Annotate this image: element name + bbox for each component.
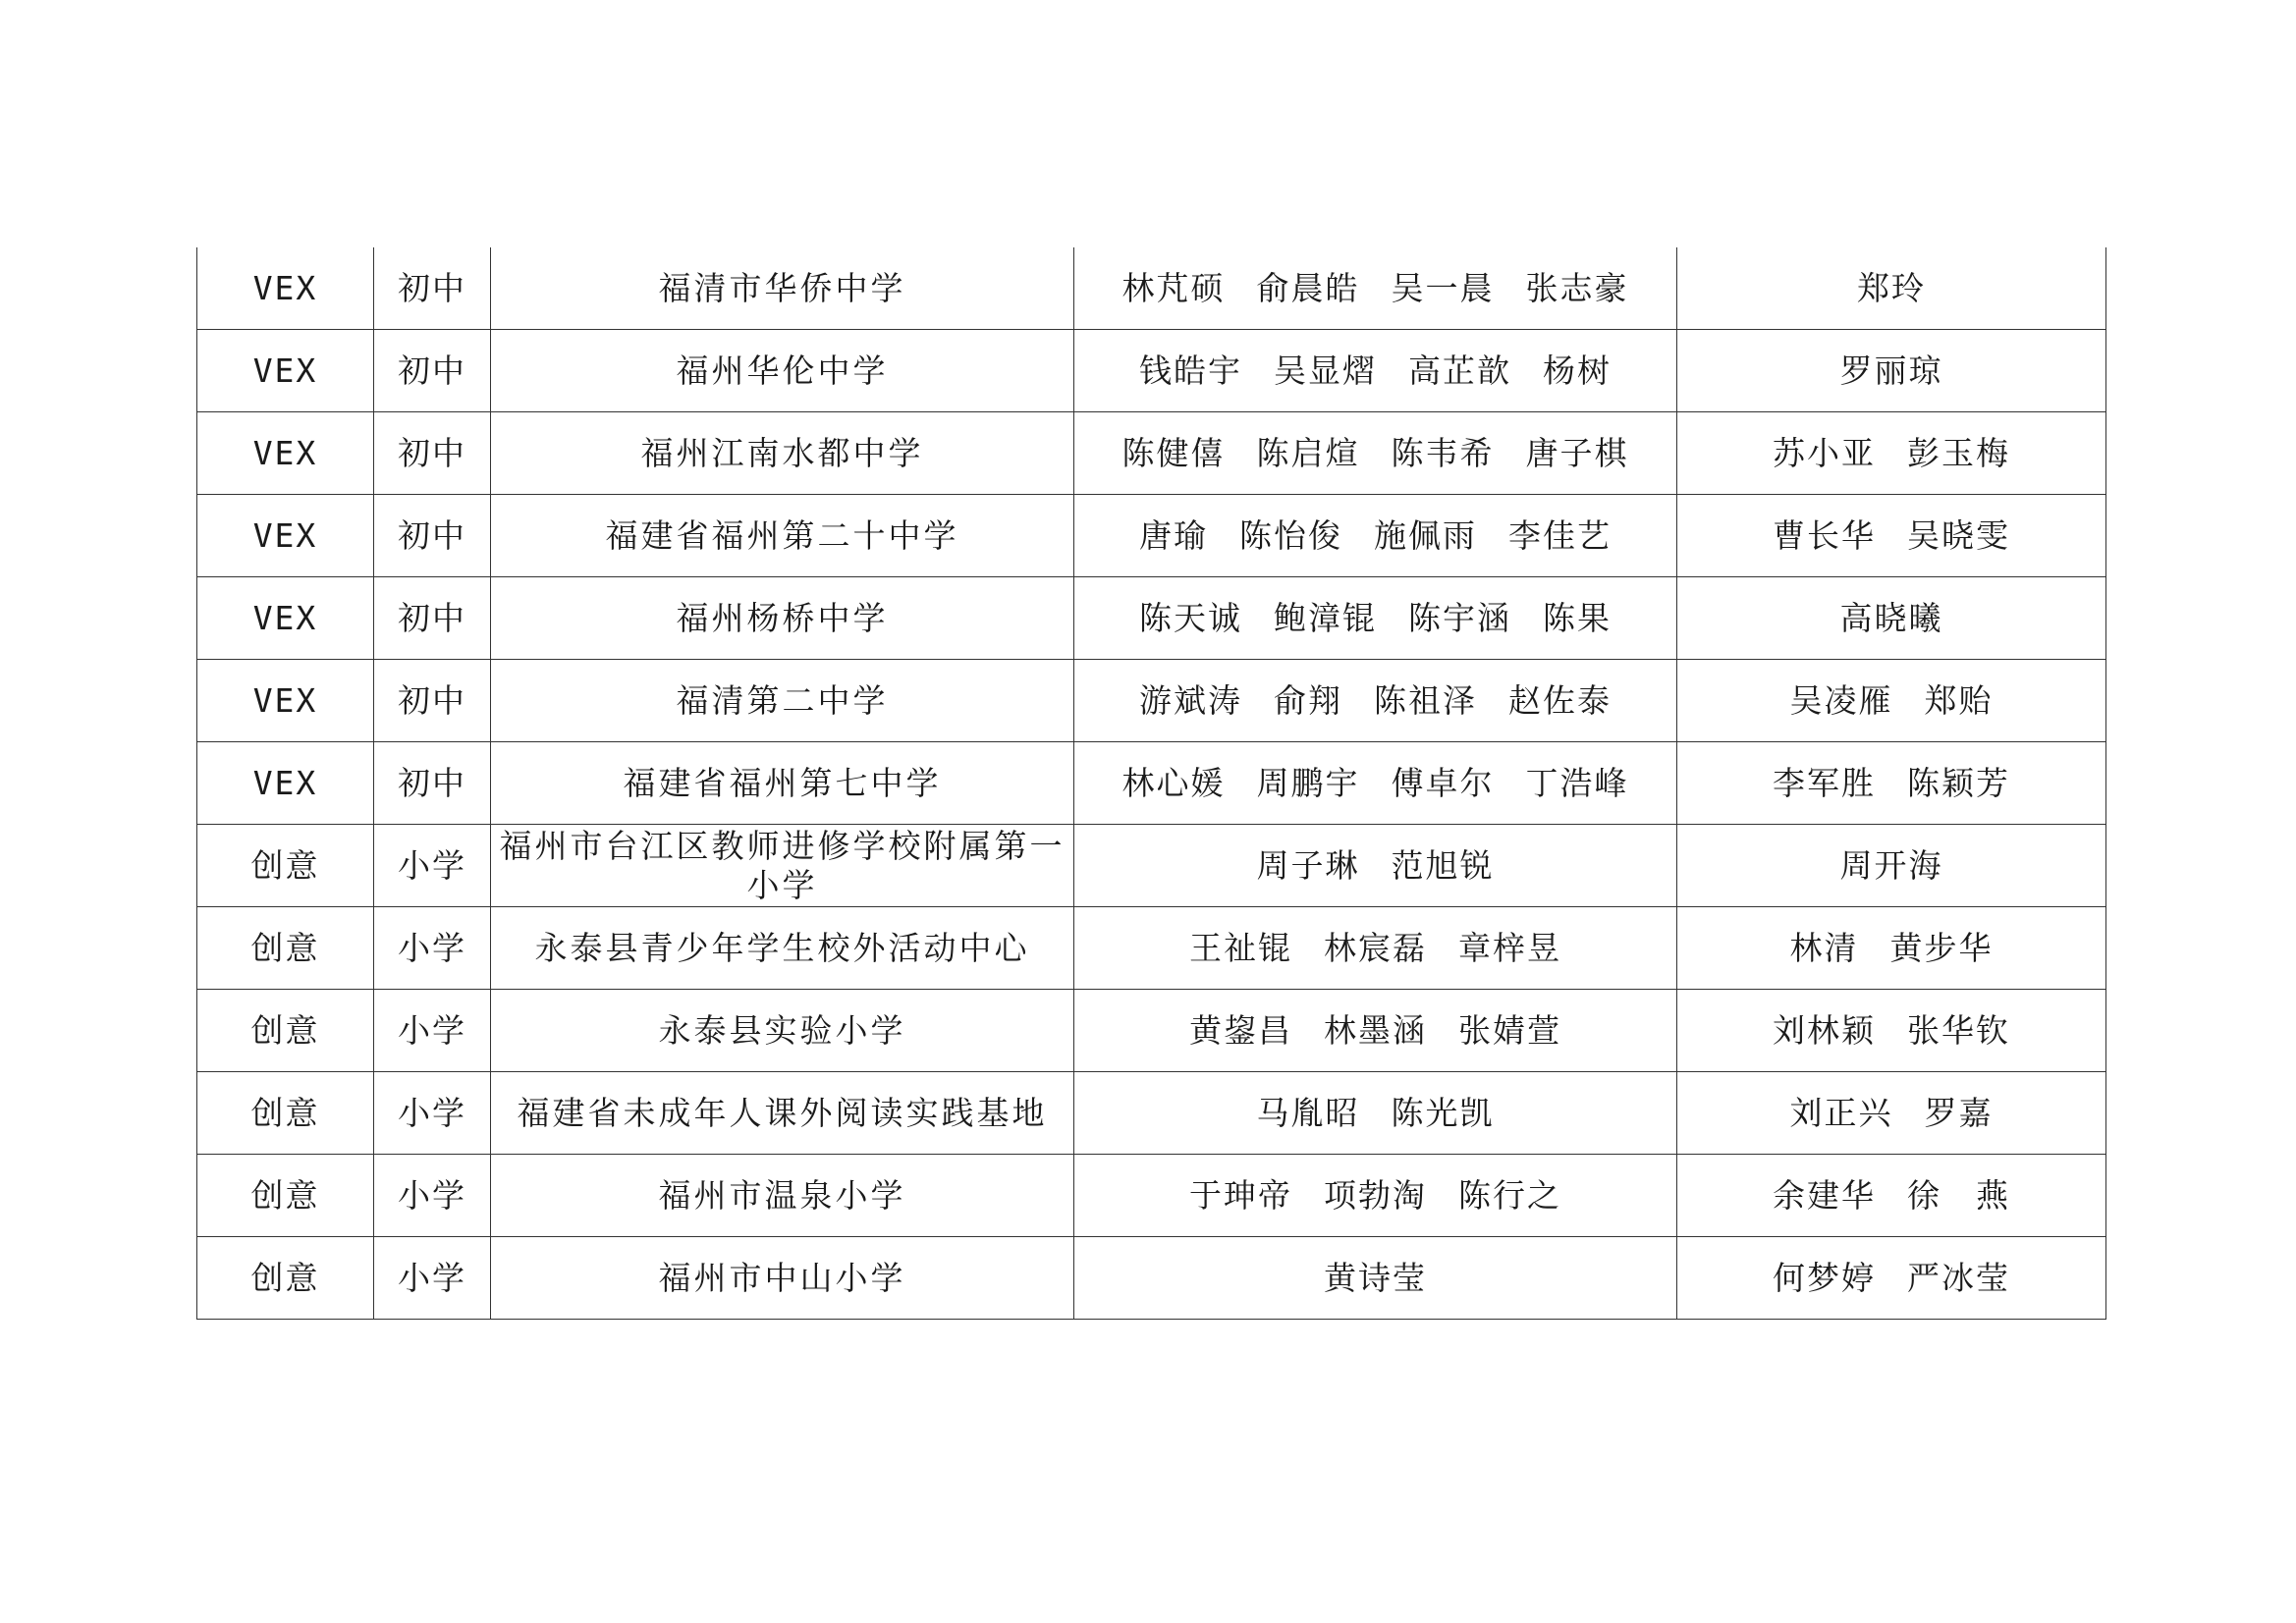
coach-name: 郑玲 bbox=[1857, 268, 1926, 307]
category-cell: 创意 bbox=[197, 825, 374, 907]
student-name: 林心媛 bbox=[1121, 763, 1226, 802]
school-cell: 福州江南水都中学 bbox=[491, 412, 1074, 495]
student-name: 俞晨皓 bbox=[1256, 268, 1360, 307]
school-cell: 福清市华侨中学 bbox=[491, 247, 1074, 330]
level-cell: 小学 bbox=[374, 1072, 491, 1155]
student-name: 黄诗莹 bbox=[1324, 1258, 1427, 1297]
coaches-cell bbox=[1677, 1155, 2106, 1237]
coaches-cell bbox=[1677, 660, 2106, 742]
table-row bbox=[197, 1072, 2106, 1155]
student-name: 林墨涵 bbox=[1324, 1010, 1427, 1050]
students-cell bbox=[1074, 1155, 1677, 1237]
coach-name: 林清 bbox=[1789, 928, 1859, 967]
student-name: 王祉锟 bbox=[1189, 928, 1292, 967]
table-row bbox=[197, 990, 2106, 1072]
roster-body bbox=[197, 247, 2106, 1320]
school-cell: 福州市中山小学 bbox=[491, 1237, 1074, 1320]
school-cell: 永泰县青少年学生校外活动中心 bbox=[491, 907, 1074, 990]
student-name: 马胤昭 bbox=[1256, 1093, 1360, 1132]
student-name: 吴显熠 bbox=[1274, 351, 1377, 390]
coaches-cell bbox=[1677, 825, 2106, 907]
students-cell bbox=[1074, 990, 1677, 1072]
coach-name: 何梦婷 bbox=[1773, 1258, 1876, 1297]
category-cell: VEX bbox=[197, 742, 374, 825]
student-name: 陈行之 bbox=[1458, 1175, 1561, 1215]
coaches-cell bbox=[1677, 495, 2106, 577]
students-cell bbox=[1074, 660, 1677, 742]
coach-name: 罗丽琼 bbox=[1839, 351, 1943, 390]
coach-name: 刘正兴 bbox=[1789, 1093, 1893, 1132]
coach-name: 周开海 bbox=[1839, 845, 1943, 885]
students-cell bbox=[1074, 742, 1677, 825]
level-cell: 初中 bbox=[374, 660, 491, 742]
coaches-cell bbox=[1677, 247, 2106, 330]
school-cell: 福建省福州第二十中学 bbox=[491, 495, 1074, 577]
table-row bbox=[197, 577, 2106, 660]
student-name: 陈宇涵 bbox=[1408, 598, 1511, 637]
category-cell: 创意 bbox=[197, 1072, 374, 1155]
coach-name: 徐 燕 bbox=[1907, 1175, 2010, 1215]
coach-name: 张华钦 bbox=[1907, 1010, 2010, 1050]
student-name: 陈怡俊 bbox=[1239, 515, 1342, 555]
level-cell: 初中 bbox=[374, 742, 491, 825]
student-name: 丁浩峰 bbox=[1525, 763, 1629, 802]
students-cell bbox=[1074, 577, 1677, 660]
coach-name: 李军胜 bbox=[1773, 763, 1876, 802]
school-cell: 永泰县实验小学 bbox=[491, 990, 1074, 1072]
students-cell bbox=[1074, 825, 1677, 907]
table-row bbox=[197, 247, 2106, 330]
student-name: 周子琳 bbox=[1256, 845, 1360, 885]
student-name: 俞翔 bbox=[1274, 680, 1342, 720]
coach-name: 陈颖芳 bbox=[1907, 763, 2010, 802]
coach-name: 吴凌雁 bbox=[1789, 680, 1893, 720]
level-cell: 初中 bbox=[374, 247, 491, 330]
level-cell: 小学 bbox=[374, 1155, 491, 1237]
coach-name: 余建华 bbox=[1773, 1175, 1876, 1215]
student-name: 唐子棋 bbox=[1525, 433, 1629, 472]
coach-name: 彭玉梅 bbox=[1907, 433, 2010, 472]
category-cell: 创意 bbox=[197, 1237, 374, 1320]
student-name: 章梓昱 bbox=[1458, 928, 1561, 967]
student-name: 陈祖泽 bbox=[1374, 680, 1477, 720]
level-cell: 初中 bbox=[374, 330, 491, 412]
level-cell: 小学 bbox=[374, 825, 491, 907]
award-roster-table bbox=[196, 247, 2106, 1320]
category-cell: 创意 bbox=[197, 907, 374, 990]
students-cell bbox=[1074, 247, 1677, 330]
level-cell: 小学 bbox=[374, 907, 491, 990]
student-name: 林宸磊 bbox=[1324, 928, 1427, 967]
coaches-cell bbox=[1677, 1237, 2106, 1320]
table-row bbox=[197, 907, 2106, 990]
category-cell: VEX bbox=[197, 412, 374, 495]
students-cell bbox=[1074, 1072, 1677, 1155]
student-name: 鲍漳锟 bbox=[1274, 598, 1377, 637]
student-name: 陈健僖 bbox=[1121, 433, 1226, 472]
coaches-cell bbox=[1677, 330, 2106, 412]
coach-name: 黄步华 bbox=[1889, 928, 1994, 967]
coach-name: 刘林颖 bbox=[1773, 1010, 1876, 1050]
student-name: 赵佐泰 bbox=[1508, 680, 1612, 720]
coaches-cell bbox=[1677, 577, 2106, 660]
student-name: 高芷歆 bbox=[1408, 351, 1511, 390]
student-name: 林芃硕 bbox=[1121, 268, 1226, 307]
student-name: 陈韦希 bbox=[1391, 433, 1495, 472]
student-name: 施佩雨 bbox=[1374, 515, 1477, 555]
category-cell: VEX bbox=[197, 247, 374, 330]
table-row bbox=[197, 412, 2106, 495]
level-cell: 初中 bbox=[374, 495, 491, 577]
student-name: 项勃淘 bbox=[1324, 1175, 1427, 1215]
student-name: 傅卓尔 bbox=[1391, 763, 1495, 802]
student-name: 张志豪 bbox=[1525, 268, 1629, 307]
coaches-cell bbox=[1677, 1072, 2106, 1155]
category-cell: VEX bbox=[197, 577, 374, 660]
category-cell: VEX bbox=[197, 495, 374, 577]
student-name: 黄鋆昌 bbox=[1189, 1010, 1292, 1050]
students-cell bbox=[1074, 1237, 1677, 1320]
category-cell: 创意 bbox=[197, 990, 374, 1072]
student-name: 于珅帝 bbox=[1189, 1175, 1292, 1215]
student-name: 杨树 bbox=[1543, 351, 1612, 390]
table-row bbox=[197, 330, 2106, 412]
coaches-cell bbox=[1677, 907, 2106, 990]
student-name: 范旭锐 bbox=[1391, 845, 1495, 885]
level-cell: 初中 bbox=[374, 412, 491, 495]
student-name: 陈果 bbox=[1543, 598, 1612, 637]
school-cell: 福州市温泉小学 bbox=[491, 1155, 1074, 1237]
student-name: 李佳艺 bbox=[1508, 515, 1612, 555]
school-cell: 福建省未成年人课外阅读实践基地 bbox=[491, 1072, 1074, 1155]
coaches-cell bbox=[1677, 990, 2106, 1072]
student-name: 陈启煊 bbox=[1256, 433, 1360, 472]
level-cell: 初中 bbox=[374, 577, 491, 660]
coaches-cell bbox=[1677, 742, 2106, 825]
table-row bbox=[197, 1237, 2106, 1320]
school-cell: 福州市台江区教师进修学校附属第一小学 bbox=[491, 825, 1074, 907]
coach-name: 苏小亚 bbox=[1773, 433, 1876, 472]
student-name: 唐瑜 bbox=[1139, 515, 1208, 555]
students-cell bbox=[1074, 907, 1677, 990]
coach-name: 罗嘉 bbox=[1924, 1093, 1994, 1132]
student-name: 张婧萱 bbox=[1458, 1010, 1561, 1050]
table-row bbox=[197, 660, 2106, 742]
table-row bbox=[197, 495, 2106, 577]
student-name: 陈光凯 bbox=[1391, 1093, 1495, 1132]
coach-name: 严冰莹 bbox=[1907, 1258, 2010, 1297]
category-cell: 创意 bbox=[197, 1155, 374, 1237]
student-name: 吴一晨 bbox=[1391, 268, 1495, 307]
students-cell bbox=[1074, 412, 1677, 495]
student-name: 游斌涛 bbox=[1139, 680, 1242, 720]
school-cell: 福州杨桥中学 bbox=[491, 577, 1074, 660]
level-cell: 小学 bbox=[374, 990, 491, 1072]
school-cell: 福建省福州第七中学 bbox=[491, 742, 1074, 825]
school-cell: 福清第二中学 bbox=[491, 660, 1074, 742]
coach-name: 郑贻 bbox=[1924, 680, 1994, 720]
students-cell bbox=[1074, 495, 1677, 577]
table-row bbox=[197, 825, 2106, 907]
table-row bbox=[197, 1155, 2106, 1237]
level-cell: 小学 bbox=[374, 1237, 491, 1320]
student-name: 陈天诚 bbox=[1139, 598, 1242, 637]
coach-name: 吴晓雯 bbox=[1907, 515, 2010, 555]
student-name: 周鹏宇 bbox=[1256, 763, 1360, 802]
category-cell: VEX bbox=[197, 330, 374, 412]
student-name: 钱皓宇 bbox=[1139, 351, 1242, 390]
coach-name: 曹长华 bbox=[1773, 515, 1876, 555]
coaches-cell bbox=[1677, 412, 2106, 495]
table-row bbox=[197, 742, 2106, 825]
students-cell bbox=[1074, 330, 1677, 412]
coach-name: 高晓曦 bbox=[1839, 598, 1943, 637]
school-cell: 福州华伦中学 bbox=[491, 330, 1074, 412]
category-cell: VEX bbox=[197, 660, 374, 742]
